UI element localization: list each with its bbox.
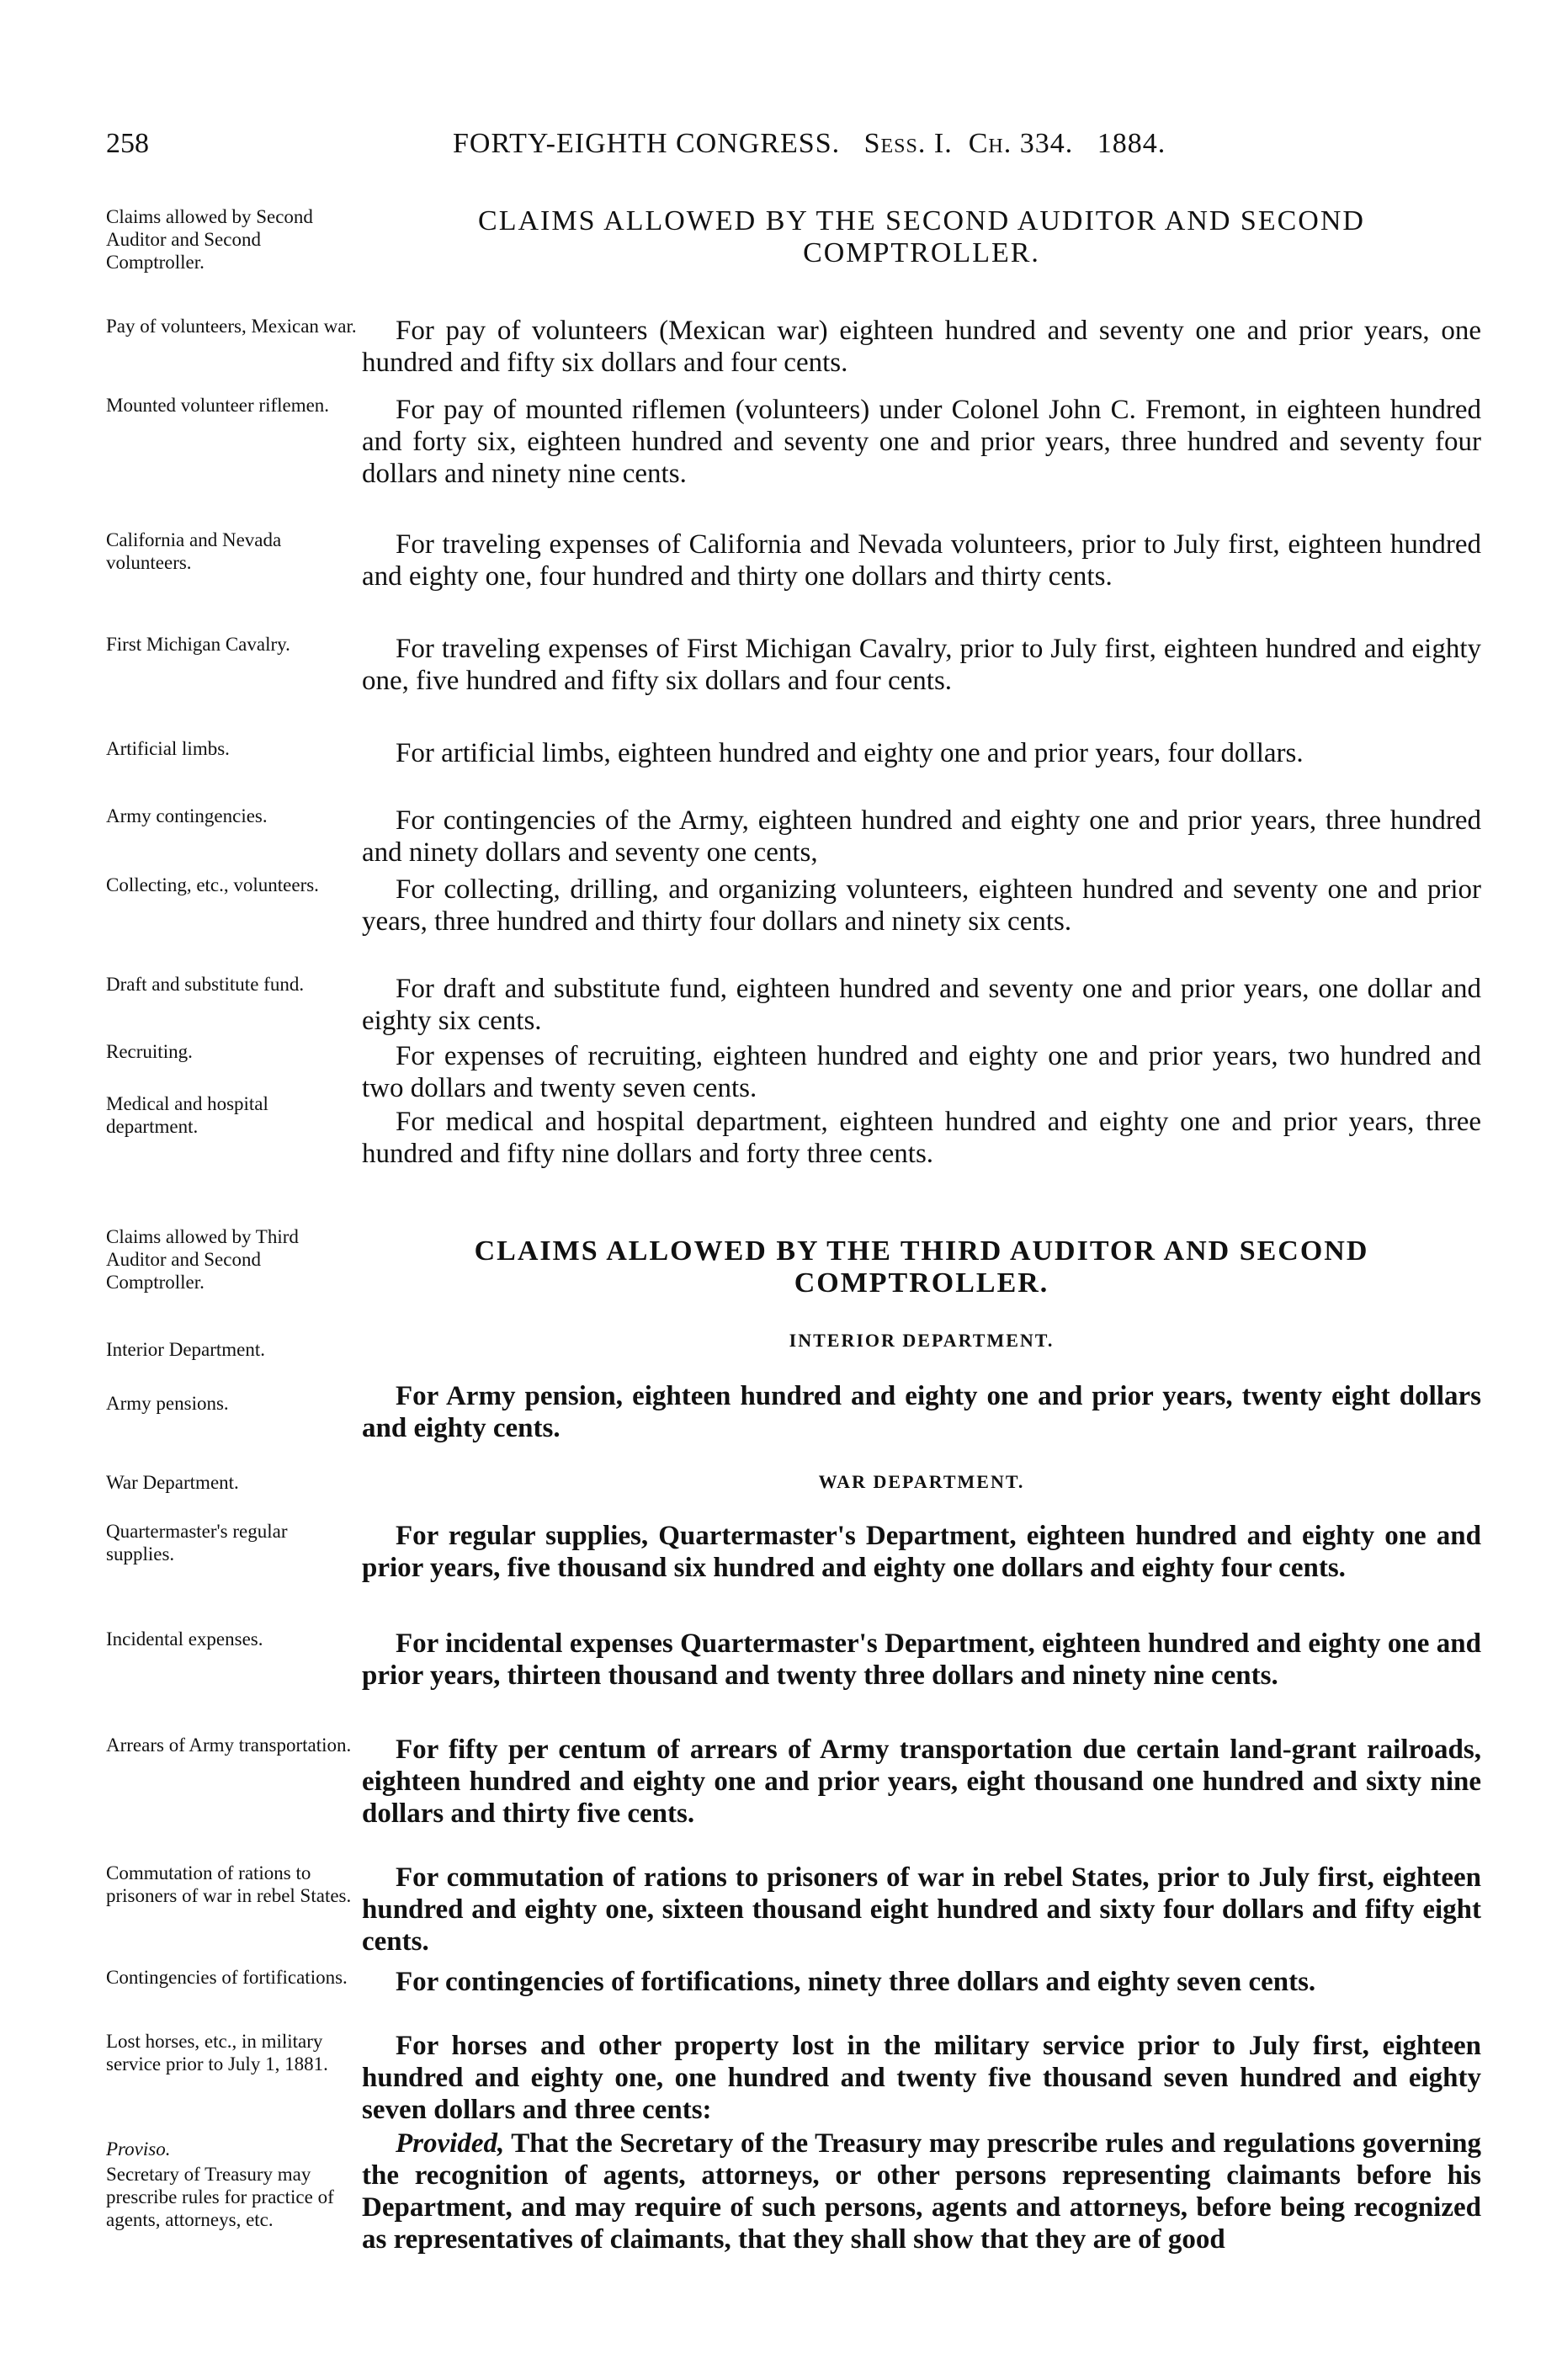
margin-note: Medical and hospital department. xyxy=(106,1093,268,1137)
margin-note-third-auditor: Claims allowed by Third Auditor and Second Comptroller. xyxy=(106,1226,299,1293)
paragraph: For regular supplies, Quartermaster's Department, eighteen hundred and eighty one and prior years, five thousand six hundred and eighty one dollars and eighty four cents. xyxy=(362,1521,1481,1583)
margin-note: Incidental expenses. xyxy=(106,1628,263,1650)
margin-note: Pay of volunteers, Mexican war. xyxy=(106,316,357,337)
paragraph: For traveling expenses of California and Nevada volunteers, prior to July first, eighteen hundred and eighty one, four hundred and thirty one dollars and thirty cents. xyxy=(362,529,1481,592)
paragraph: For contingencies of the Army, eighteen hundred and eighty one and prior years, three hundred and ninety dollars and seventy one cents, xyxy=(362,805,1481,868)
subheading-interior: INTERIOR DEPARTMENT. xyxy=(789,1330,1055,1351)
margin-note: Interior Department. xyxy=(106,1339,266,1360)
subheading-war: WAR DEPARTMENT. xyxy=(818,1471,1025,1492)
chapter-label: Ch. 334. xyxy=(968,128,1074,159)
margin-note: Army pensions. xyxy=(106,1393,229,1414)
paragraph: For fifty per centum of arrears of Army transportation due certain land-grant railroads, eighteen hundred and eighty one and prior years, eight thousand one hundred and sixty nine dollars and thirty five cents. xyxy=(362,1735,1481,1829)
margin-note: Arrears of Army transportation. xyxy=(106,1735,352,1756)
paragraph: For collecting, drilling, and organizing volunteers, eighteen hundred and seventy one and prior years, three hundred and thirty four dollars and ninety six cents. xyxy=(362,874,1481,937)
margin-note: First Michigan Cavalry. xyxy=(106,634,290,655)
paragraph: For contingencies of fortifications, ninety three dollars and eighty seven cents. xyxy=(396,1967,1316,1997)
running-head xyxy=(453,128,1166,160)
margin-note-second-auditor: Claims allowed by Second Auditor and Second Comptroller. xyxy=(106,206,313,273)
margin-note: Commutation of rations to prisoners of war in rebel States. xyxy=(106,1862,352,1906)
paragraph: For Army pension, eighteen hundred and eighty one and prior years, twenty eight dollars and eighty cents. xyxy=(362,1381,1481,1443)
margin-note: Quartermaster's regular supplies. xyxy=(106,1521,288,1565)
paragraph: For incidental expenses Quartermaster's Department, eighteen hundred and eighty one and prior years, thirteen thousand and twenty three dollars and ninety nine cents. xyxy=(362,1628,1481,1691)
margin-note: Recruiting. xyxy=(106,1041,193,1062)
margin-note: California and Nevada volunteers. xyxy=(106,529,282,573)
page-number: 258 xyxy=(106,128,149,159)
margin-note: Army contingencies. xyxy=(106,805,268,826)
margin-note-proviso: Proviso. xyxy=(106,2138,171,2160)
margin-note: Draft and substitute fund. xyxy=(106,974,305,995)
heading-third-auditor: CLAIMS ALLOWED BY THE THIRD AUDITOR AND SECOND COMPTROLLER. xyxy=(474,1235,1369,1299)
margin-note: Mounted volunteer riflemen. xyxy=(106,395,330,416)
margin-note: War Department. xyxy=(106,1472,239,1493)
year-label: 1884. xyxy=(1097,128,1166,159)
margin-note: Contingencies of fortifications. xyxy=(106,1967,348,1988)
paragraph: For commutation of rations to prisoners of war in rebel States, prior to July first, eighteen hundred and eighty one, sixteen thousand eight hundred and sixty four dollars and fifty eight cents. xyxy=(362,1862,1481,1957)
paragraph: For draft and substitute fund, eighteen hundred and seventy one and prior years, one dollar and eighty six cents. xyxy=(362,974,1481,1036)
paragraph: For pay of volunteers (Mexican war) eighteen hundred and seventy one and prior years, one hundred and fifty six dollars and four cents. xyxy=(362,316,1481,378)
proviso-paragraph xyxy=(362,2128,1481,2255)
paragraph: For medical and hospital department, eighteen hundred and eighty one and prior years, three hundred and fifty nine dollars and forty three cents. xyxy=(362,1107,1481,1169)
paragraph: For expenses of recruiting, eighteen hundred and eighty one and prior years, two hundred and two dollars and twenty seven cents. xyxy=(362,1041,1481,1103)
paragraph: For pay of mounted riflemen (volunteers) under Colonel John C. Fremont, in eighteen hundred and forty six, eighteen hundred and seventy one and prior years, three hundred and seventy four dollars and ninety nine cents. xyxy=(362,395,1481,489)
margin-note: Artificial limbs. xyxy=(106,738,230,759)
paragraph: For artificial limbs, eighteen hundred and eighty one and prior years, four dollars. xyxy=(396,738,1304,768)
paragraph: For horses and other property lost in the military service prior to July first, eighteen hundred and eighty one, one hundred and twenty five thousand seven hundred and eighty seven dollars and three cents: xyxy=(362,2031,1481,2125)
heading-second-auditor: CLAIMS ALLOWED BY THE SECOND AUDITOR AND SECOND COMPTROLLER. xyxy=(478,205,1365,268)
page-header xyxy=(106,128,1503,170)
session-label: Sess. I. xyxy=(863,128,953,159)
paragraph: For traveling expenses of First Michigan Cavalry, prior to July first, eighteen hundred and eighty one, five hundred and fifty six dollars and four cents. xyxy=(362,634,1481,696)
margin-note: Collecting, etc., volunteers. xyxy=(106,874,319,895)
margin-note: Lost horses, etc., in military service prior to July 1, 1881. xyxy=(106,2031,328,2075)
congress-title: FORTY-EIGHTH CONGRESS. xyxy=(453,128,841,159)
margin-note: Secretary of Treasury may prescribe rules for practice of agents, attorneys, etc. xyxy=(106,2164,334,2230)
proviso-text: That the Secretary of the Treasury may prescribe rules and regulations governing the recognition of agents, attorneys, or other persons representing claimants before his Department, and may require of such persons, agents and attorneys, before being recognized as representatives of claimants, that they shall show that they are of good xyxy=(362,2128,1481,2255)
proviso-lead: Provided, xyxy=(396,2128,505,2159)
